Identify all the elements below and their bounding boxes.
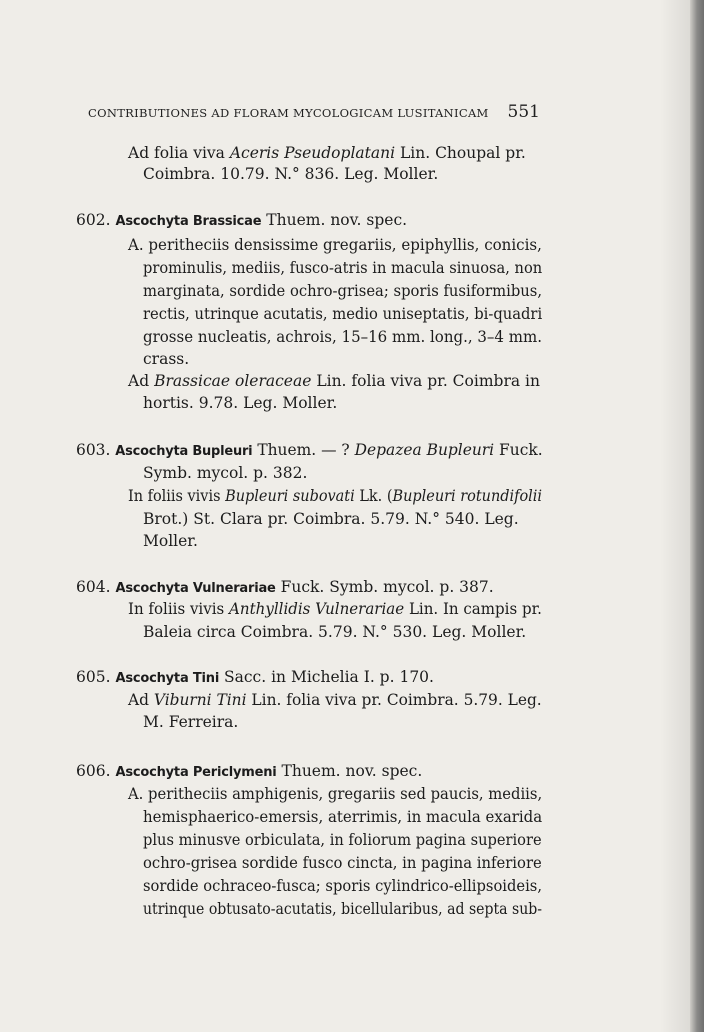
species-name: Viburni Tini <box>153 691 247 709</box>
text-line: A. peritheciis amphigenis, gregariis sed paucis, mediis, <box>128 785 543 803</box>
text-line: Baleia circa Coimbra. 5.79. N.° 530. Leg. Moller. <box>143 623 527 641</box>
text-line: crass. <box>143 350 190 368</box>
text-line: prominulis, mediis, fusco-atris in macula sinuosa, non <box>143 259 543 277</box>
text-line: Coimbra. 10.79. N.° 836. Leg. Moller. <box>143 165 439 183</box>
text-line: ochro-grisea sordide fusco cincta, in pagina inferiore <box>143 854 542 872</box>
text-line: M. Ferreira. <box>143 713 239 731</box>
page-number: 551 <box>507 102 540 122</box>
entry-606-heading: 606. Ascochyta Periclymeni Thuem. nov. spec. <box>76 762 423 780</box>
text-line: Moller. <box>143 532 198 550</box>
text-line: Ad Brassicae oleraceae Lin. folia viva pr. Coimbra in <box>128 372 540 390</box>
species-name: Anthyllidis Vulnerariae <box>229 600 405 618</box>
text-line: A. peritheciis densissime gregariis, epiphyllis, conicis, <box>128 236 542 254</box>
species-name: Brassicae oleraceae <box>154 372 312 390</box>
text-line: Ad Viburni Tini Lin. folia viva pr. Coimbra. 5.79. Leg. <box>128 691 542 709</box>
taxon-name: Ascochyta Vulnerariae <box>115 581 276 596</box>
entry-603-heading: 603. Ascochyta Bupleuri Thuem. — ? Depazea Bupleuri Fuck. <box>76 441 543 459</box>
entry-604-heading: 604. Ascochyta Vulnerariae Fuck. Symb. mycol. p. 387. <box>76 578 494 596</box>
text-line: sordide ochraceo-fusca; sporis cylindrico-ellipsoideis, <box>143 877 543 895</box>
text-line: utrinque obtusato-acutatis, bicellularibus, ad septa sub- <box>143 900 543 918</box>
running-header <box>88 102 540 124</box>
taxon-name: Ascochyta Bupleuri <box>115 444 253 459</box>
text-line: Brot.) St. Clara pr. Coimbra. 5.79. N.° 540. Leg. <box>143 510 519 528</box>
page-edge <box>690 0 704 1032</box>
species-name: Bupleuri rotundifolii <box>392 487 543 505</box>
taxon-name: Ascochyta Periclymeni <box>115 765 277 780</box>
entry-602-heading: 602. Ascochyta Brassicae Thuem. nov. spec. <box>76 211 408 229</box>
entry-605-heading: 605. Ascochyta Tini Sacc. in Michelia I. p. 170. <box>76 668 434 686</box>
text-line: grosse nucleatis, achrois, 15–16 mm. long., 3–4 mm. <box>143 328 542 346</box>
running-title: CONTRIBUTIONES AD FLORAM MYCOLOGICAM LUSITANICAM <box>88 106 489 120</box>
text-line: hemisphaerico-emersis, aterrimis, in macula exarida <box>143 808 543 826</box>
text-line: Symb. mycol. p. 382. <box>143 464 308 482</box>
text-line: In foliis vivis Anthyllidis Vulnerariae Lin. In campis pr. <box>128 600 542 618</box>
text-line: plus minusve orbiculata, in foliorum pagina superiore <box>143 831 542 849</box>
species-name: Aceris Pseudoplatani <box>229 144 396 162</box>
species-name: Bupleuri subovati <box>225 487 355 505</box>
synonym-name: Depazea Bupleuri <box>354 441 495 459</box>
taxon-name: Ascochyta Brassicae <box>115 214 262 229</box>
text-line: rectis, utrinque acutatis, medio uniseptatis, bi-quadri <box>143 305 543 323</box>
text-line: hortis. 9.78. Leg. Moller. <box>143 394 338 412</box>
text-line: In foliis vivis Bupleuri subovati Lk. (Bupleuri rotundifolii <box>128 487 543 505</box>
text-line: marginata, sordide ochro-grisea; sporis fusiformibus, <box>143 282 543 300</box>
taxon-name: Ascochyta Tini <box>115 671 220 686</box>
text-line: Ad folia viva Aceris Pseudoplatani Lin. Choupal pr. <box>128 144 526 162</box>
